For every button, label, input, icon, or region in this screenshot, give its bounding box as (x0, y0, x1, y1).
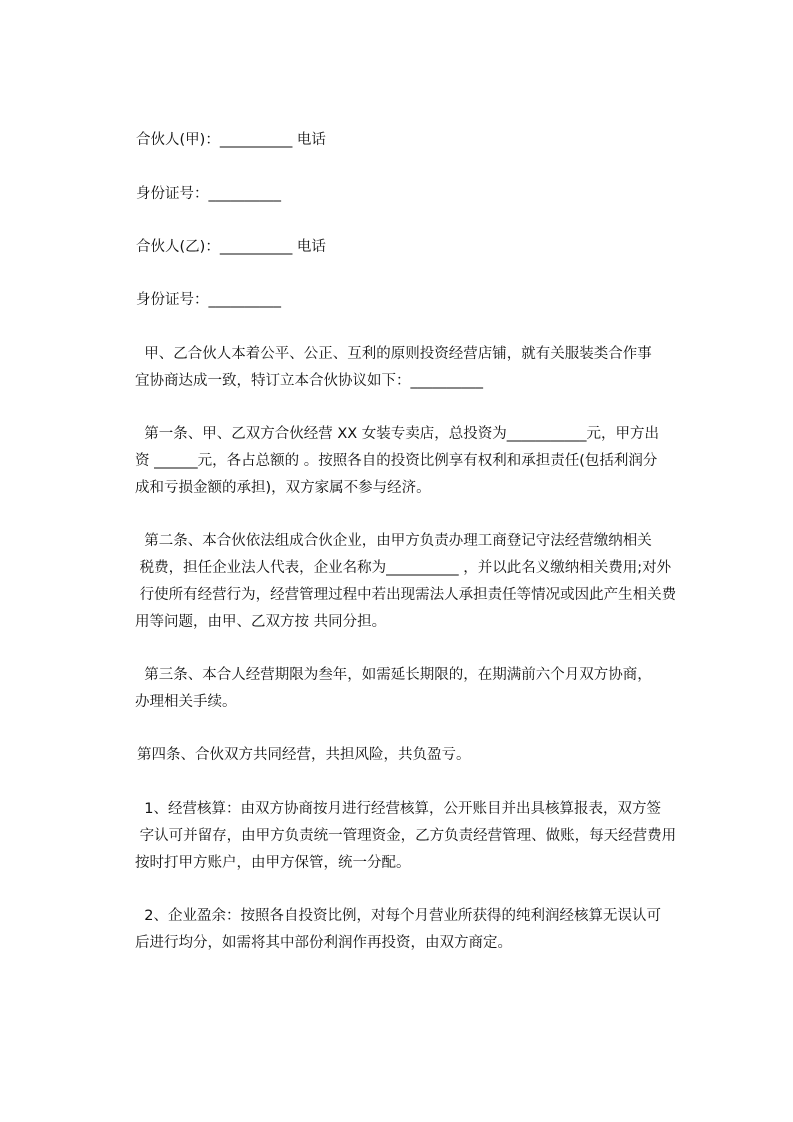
article-3-line-1: 第三条、本合人经营期限为叁年，如需延长期限的，在期满前六个月双方协商， (135, 667, 652, 683)
article-1-line-2: 资 ______元，各占总额的 。按照各自的投资比例享有权利和承担责任(包括利润分 (135, 453, 658, 469)
article-3-line-2: 办理相关手续。 (135, 694, 237, 710)
article-2-line-2: 税费，担任企业法人代表，企业名称为__________ ，并以此名义缴纳相关费用;对外 (135, 560, 672, 576)
partner-b-line: 合伙人(乙)：__________ 电话 (136, 239, 326, 255)
article-2-line-1: 第二条、本合伙依法组成合伙企业，由甲方负责办理工商登记守法经营缴纳相关 (135, 533, 652, 549)
clause-2-line-2: 后进行均分，如需将其中部份利润作再投资，由双方商定。 (135, 935, 512, 951)
intro-paragraph-line-1: 甲、乙合伙人本着公平、公正、互利的原则投资经营店铺，就有关服装类合作事 (135, 346, 652, 362)
clause-1-line-1: 1、经营核算：由双方协商按月进行经营核算，公开账目并出具核算报表，双方签 (135, 801, 661, 817)
article-1-line-3: 成和亏损金额的承担)，双方家属不参与经济。 (135, 480, 431, 496)
clause-2-line-1: 2、企业盈余：按照各自投资比例，对每个月营业所获得的纯利润经核算无误认可 (135, 908, 661, 924)
article-4-line: 第四条、合伙双方共同经营，共担风险，共负盈亏。 (137, 747, 471, 763)
clause-1-line-3: 按时打甲方账户，由甲方保管，统一分配。 (135, 855, 411, 871)
partner-a-line: 合伙人(甲)：__________ 电话 (136, 132, 326, 148)
partner-a-id-line: 身份证号：__________ (136, 186, 281, 202)
article-1-line-1: 第一条、甲、乙双方合伙经营 XX 女装专卖店，总投资为___________元，甲方出 (135, 426, 660, 442)
article-2-line-4: 用等问题，由甲、乙双方按 共同分担。 (135, 614, 387, 630)
clause-1-line-2: 字认可并留存，由甲方负责统一管理资金，乙方负责经营管理、做账，每天经营费用 (135, 828, 677, 844)
intro-paragraph-line-2: 宜协商达成一致，特订立本合伙协议如下：__________ (135, 373, 483, 389)
article-2-line-3: 行使所有经营行为，经营管理过程中若出现需法人承担责任等情况或因此产生相关费 (135, 587, 677, 603)
partner-b-id-line: 身份证号：__________ (136, 292, 281, 308)
